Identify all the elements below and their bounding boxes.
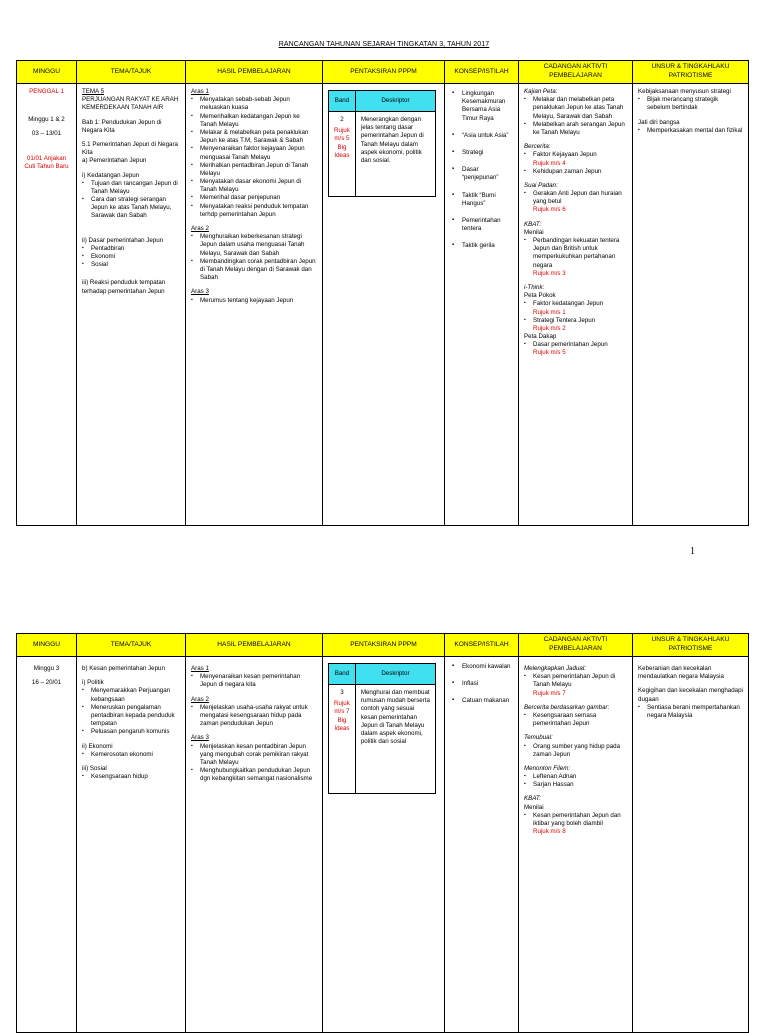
header-unsur: UNSUR & TINGKAHLAKU PATRIOTISME [633,634,749,657]
list-item: ▪ Taktik gerila [462,242,513,250]
header-tema: TEMA/TAJUK [77,634,186,657]
list-item: ▪ Cara dan strategi serangan Jepun ke atas Tanah Melayu, Sarawak dan Sabah [89,196,180,221]
list-item: ▪ Merihalkan pentadbiran Jepun di Tanah Melayu [198,162,317,178]
point-iii: iii) Reaksi penduduk tempatan terhadap pemerintahan Jepun [82,279,166,295]
reference-note: Rujuk m/s 5 [533,349,566,357]
activity-subheading: Menilai [524,228,544,236]
list-item: ▪ Menyatakan dasar ekonomi Jepun di Tanah Melayu [198,178,317,194]
point-ii: ii) Ekonomi [82,742,113,750]
header-row [17,61,749,84]
list-item: ▪ Melakar & melabelkan peta penaklukan Jepun ke atas T.M, Sarawak & Sabah [198,129,317,145]
header-pentaksiran: PENTAKSIRAN PPPM [323,61,445,84]
deskriptor-header: Deskriptor [355,91,435,112]
holiday-note: 01/01 Anjakan Cuti Tahun Baru [24,154,69,170]
value-heading: Kegigihan dan kecekalan menghadapi dugaan [638,687,743,703]
unsur-cell [633,84,749,526]
band-descriptor: Menerangkan dengan jelas tentang dasar pemerintahan Jepun di Tanah Melayu dalam aspek ekonomi, politik dan sosial. [355,112,435,197]
activity-heading: Temubual: [524,734,553,742]
aktiviti-cell [519,84,633,526]
list-item: ▪ Sentiasa berani mempertahankan negara Malaysia [645,704,743,720]
header-hasil: HASIL PEMBELAJARAN [186,634,323,657]
band-table [328,663,436,794]
deskriptor-header: Deskriptor [355,664,435,685]
list-item: ▪ Kesan pemerintahan Jepun di Tanah Melayu [531,673,627,689]
week-label: Minggu 3 [33,665,60,672]
list-item: ▪ Tujuan dan rancangan Jepun di Tanah Melayu [89,180,180,196]
list-item: ▪ Sosial [89,261,180,269]
reference-note: Rujuk m/s 2 [533,324,566,332]
theme-label: TEMA 5 [82,88,105,95]
list-item: ▪ Meneruskan pengalaman pentadbiran kepada penduduk tempatan [89,704,180,729]
activity-heading: KBAT: [524,795,541,803]
chapter-title: Bab 1: Pendudukan Jepun di Negara Kita [82,118,162,134]
hasil-cell [186,84,323,526]
list-item: ▪ Membandingkan corak pentadbiran Jepun di Tanah Melayu dengan di Sarawak dan Sabah [198,258,317,283]
value-heading: Jati diri bangsa [638,118,680,126]
list-item: ▪ Menyatakan sebab-sebab Jepun meluaskan kuasa [198,96,317,112]
value-heading: Keberanian dan kecekalan mendaulatkan negara Malaysia [638,665,724,681]
aras-1-label: Aras 1 [191,88,209,95]
list-item: ▪ Menghuraikan keberkesanan strategi Jepun dalam usaha menguasai Tanah Melayu, Sarawak dan Sabah [198,233,317,258]
aras-3-label: Aras 3 [191,734,209,742]
tema-cell [77,84,186,526]
header-minggu: MINGGU [17,634,77,657]
list-item: ▪ Lingkungan Kesemakmuran Bersama Asia Timur Raya [462,90,513,123]
header-minggu: MINGGU [17,61,77,84]
band-reference: Rujuk m/s 7 Big Ideas [334,700,350,732]
list-item: ▪ Faktor kedatangan Jepun [531,300,627,308]
list-item: ▪ Menghubungkaitkan pendudukan Jepun dgn kebangkitan semangat nasionalisme [198,767,317,783]
point-iii: iii) Sosial [82,764,107,772]
header-konsep: KONSEP/ISTILAH [445,61,519,84]
list-item: ▪ Ekonomi [89,253,180,261]
activity-heading: Kajian Peta: [524,88,558,95]
pentaksiran-cell [323,657,445,1033]
pentaksiran-cell [323,84,445,526]
hasil-cell [186,657,323,1033]
activity-heading: Melengkapkan Jadual: [524,665,586,672]
activity-heading: Bercerita: [524,143,551,151]
activity-heading: i-Think: [524,283,545,291]
band-reference: Rujuk m/s 5 Big Ideas [334,127,350,159]
activity-subheading: Peta Pokok [524,292,556,300]
minggu-cell [17,657,77,1033]
table-row [17,657,749,1033]
activity-heading: Suai Padan: [524,181,558,189]
list-item: ▪ Strategi [462,149,513,157]
plan-table-1 [16,60,749,526]
list-item: ▪ Menjelaskan kesan pentadbiran Jepun yang mengubah corak pemikiran rakyat Tanah Melayu [198,743,317,768]
list-item: ▪ Pemerintahan tentera [462,217,513,233]
point-i: i) Politik [82,679,104,687]
list-item: ▪ Sarjan Hassan [531,781,627,789]
header-konsep: KONSEP/ISTILAH [445,634,519,657]
activity-heading: Bercerita berdasarkan gambar: [524,703,610,711]
subtopic-b: b) Kesan pemerintahan Jepun [82,665,165,672]
list-item: ▪ Perbandingan kekuatan tentera Jepun dan British untuk memperkukuhkan pertahanan negara [531,237,627,270]
list-item: ▪ Taktik “Bumi Hangus” [462,192,513,208]
list-item: ▪ Kesengsaraan semasa pemerintahan Jepun [531,712,627,728]
unsur-cell [633,657,749,1033]
table-row [17,84,749,526]
reference-note: Rujuk m/s 3 [533,269,566,277]
list-item: ▪ Melabelkan arah serangan Jepun ke Tanah Melayu [531,121,627,137]
list-item: ▪ Memperkasakan mental dan fizikal [645,127,743,135]
minggu-cell [17,84,77,526]
list-item: ▪ Pentadbiran [89,245,180,253]
page-number: 1 [690,546,695,557]
band-header: Band [329,664,356,685]
header-hasil: HASIL PEMBELAJARAN [186,61,323,84]
list-item: ▪ Inflasi [462,680,513,688]
plan-table-2 [16,633,749,1033]
list-item: ▪ Catuan makanan [462,697,513,705]
band-table [328,90,436,197]
aktiviti-cell [519,657,633,1033]
list-item: ▪ Dasar pemerintahan Jepun [531,341,627,349]
konsep-cell [445,84,519,526]
list-item: ▪ Bijak merancang strategik sebelum bertindak [645,96,743,112]
list-item: ▪ Leftenan Adnan [531,773,627,781]
subtopic-a: a) Pemerintahan Jepun [82,157,147,165]
document-title: RANCANGAN TAHUNAN SEJARAH TINGKATAN 3, TAHUN 2017 [278,41,490,48]
reference-note: Rujuk m/s 8 [533,828,566,836]
band-header: Band [329,91,356,112]
point-ii: ii) Dasar pemerintahan Jepun [82,236,164,244]
list-item: ▪ Dasar “penjepunan” [462,166,513,182]
header-pentaksiran: PENTAKSIRAN PPPM [323,634,445,657]
theme-title: PERJUANGAN RAKYAT KE ARAH KEMERDEKAAN TANAH AIR [82,96,179,112]
activity-heading: Menonton Filem: [524,764,571,772]
week-label: Minggu 1 & 2 [28,116,65,124]
list-item: ▪ Melakar dan melabelkan peta penaklukan Jepun ke atas Tanah Melayu, Sarawak dan Sabah [531,96,627,121]
activity-heading: KBAT: [524,220,541,228]
date-range: 16 – 20/01 [31,679,62,687]
header-aktiviti: CADANGAN AKTIVTI PEMBELAJARAN [519,634,633,657]
list-item: ▪ Merumus tentang kejayaan Jepun [198,297,317,305]
list-item: ▪ Menyatakan reaksi penduduk tempatan terhdp pemerintahan Jepun [198,203,317,219]
band-value: 2 [340,116,344,123]
activity-subheading: Menilai [524,803,544,811]
list-item: ▪ Orang sumber yang hidup pada zaman Jepun [531,743,627,759]
reference-note: Rujuk m/s 1 [533,308,566,316]
list-item: ▪ “Asia untuk Asia” [462,132,513,140]
band-descriptor: Menghurai dan membuat rumusan mudah berserta contoh yang sesuai kesan pemerintahan Jepun di Tanah Melayu dalam aspek ekonomi, politik dan sosial [355,685,435,794]
list-item: ▪ Gerakan Anti Jepun dan huraian yang betul [531,190,627,206]
reference-note: Rujuk m/s 4 [533,159,566,167]
band-value: 3 [340,689,344,696]
list-item: ▪ Memerihal dasar penjepunan [198,194,317,202]
reference-note: Rujuk m/s 6 [533,206,566,214]
aras-1-label: Aras 1 [191,665,209,672]
penggal-label: PENGGAL 1 [29,88,64,95]
header-tema: TEMA/TAJUK [77,61,186,84]
list-item: ▪ Peluasan pengaruh komunis [89,728,180,736]
activity-subheading: Peta Dakap [524,333,557,341]
subtopic: 5.1 Pemerintahan Jepun di Negara Kita [82,140,178,157]
list-item: ▪ Kesan pemerintahan Jepun dan iktibar yang boleh diambil [531,812,627,828]
header-aktiviti: CADANGAN AKTIVTI PEMBELAJARAN [519,61,633,84]
header-unsur: UNSUR & TINGKAHLAKU PATRIOTISME [633,61,749,84]
date-range: 03 – 13/01 [31,130,62,138]
aras-2-label: Aras 2 [191,695,209,703]
list-item: ▪ Strategi Tentera Jepun [531,317,627,325]
list-item: ▪ Memerihalkan kedatangan Jepun ke Tanah Melayu [198,113,317,129]
aras-2-label: Aras 2 [191,225,209,232]
list-item: ▪ Ekonomi kawalan [462,663,513,671]
list-item: ▪ Kehidupan zaman Jepun [531,168,627,176]
header-row [17,634,749,657]
reference-note: Rujuk m/s 7 [533,689,566,697]
list-item: ▪ Menyenaraikan faktor kejayaan Jepun menguasai Tanah Melayu [198,145,317,161]
list-item: ▪ Kesengsaraan hidup [89,773,180,781]
list-item: ▪ Menjelaskan usaha-usaha rakyat untuk mengatasi kesengsaraan hidup pada zaman pendudukan Jepun [198,704,317,729]
aras-3-label: Aras 3 [191,288,209,296]
list-item: ▪ Faktor Kejayaan Jepun [531,151,627,159]
list-item: ▪ Menyenaraikan kesan pemerintahan Jepun di negara kita [198,673,317,689]
konsep-cell [445,657,519,1033]
point-i: i) Kedatangan Jepun [82,171,140,179]
list-item: ▪ Menyemarakkan Perjuangan kebangsaan [89,687,180,703]
tema-cell [77,657,186,1033]
value-heading: Kebijaksanaan menyusun strategi [638,88,731,95]
list-item: ▪ Kemerosotan ekonomi [89,751,180,759]
